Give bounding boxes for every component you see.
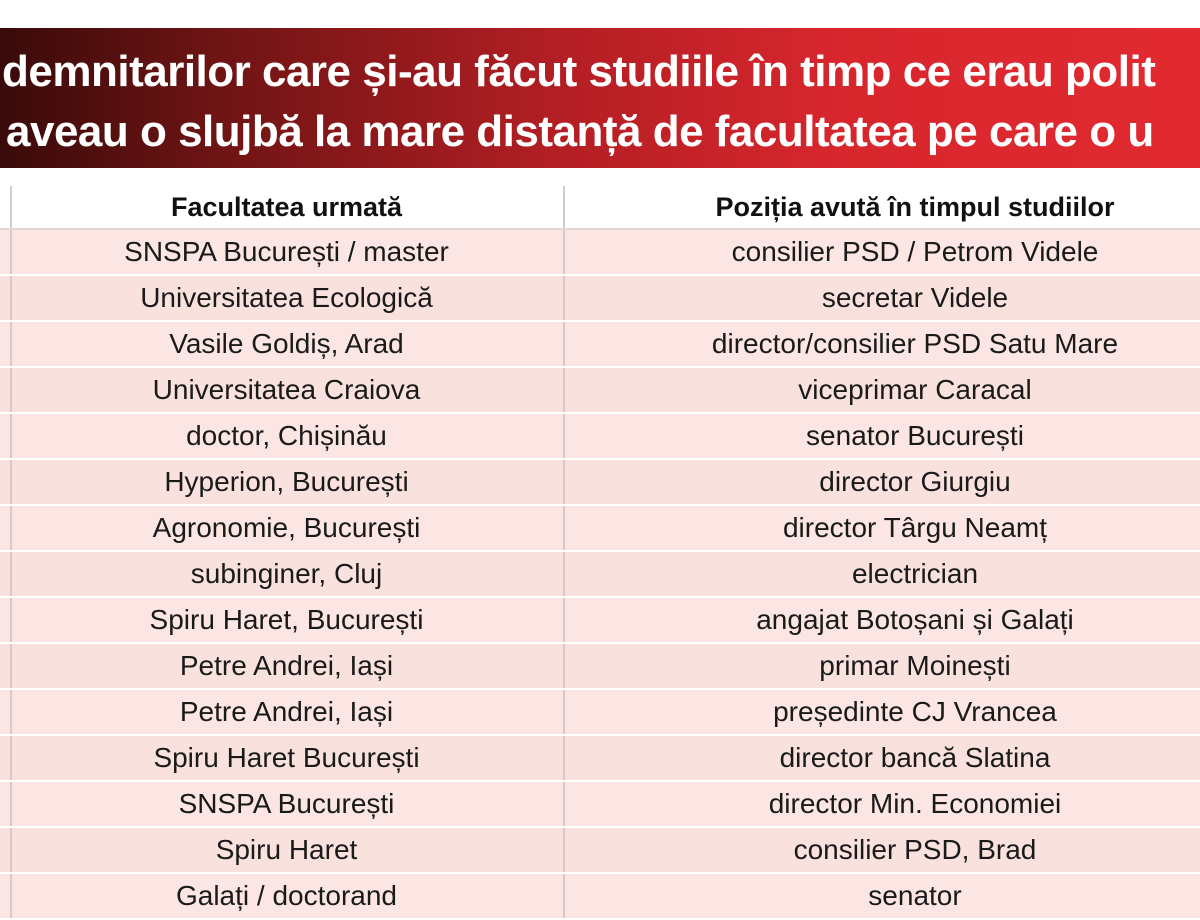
- table-row: [0, 276, 1200, 322]
- position-cell: președinte CJ Vrancea: [773, 696, 1057, 727]
- faculty-cell: Universitatea Ecologică: [10, 276, 565, 320]
- position-cell: primar Moinești: [819, 650, 1011, 681]
- position-cell: viceprimar Caracal: [798, 374, 1032, 405]
- table-row: [0, 460, 1200, 506]
- faculty-cell: Hyperion, București: [10, 460, 565, 504]
- table-header-row: [0, 186, 1200, 230]
- table-row: [0, 368, 1200, 414]
- faculty-cell: Spiru Haret București: [10, 736, 565, 780]
- data-table: [0, 186, 1200, 920]
- position-cell: senator: [868, 880, 962, 911]
- faculty-cell: SNSPA București / master: [10, 230, 565, 274]
- faculty-cell: Petre Andrei, Iași: [10, 690, 565, 734]
- table-row: [0, 506, 1200, 552]
- faculty-cell: Agronomie, București: [10, 506, 565, 550]
- table-row: [0, 828, 1200, 874]
- faculty-cell: subinginer, Cluj: [10, 552, 565, 596]
- table-row: [0, 874, 1200, 920]
- position-cell: secretar Videle: [821, 282, 1009, 313]
- table-row: [0, 552, 1200, 598]
- position-cell: senator București: [806, 420, 1024, 451]
- faculty-cell: Galați / doctorand: [10, 874, 565, 918]
- faculty-cell: Universitatea Craiova: [10, 368, 565, 412]
- faculty-cell: Petre Andrei, Iași: [10, 644, 565, 688]
- table-row: [0, 230, 1200, 276]
- faculty-cell: Spiru Haret: [10, 828, 565, 872]
- position-cell: director Târgu Neamț: [782, 512, 1048, 543]
- position-cell: consilier PSD / Petrom Videle: [731, 236, 1099, 267]
- position-cell: electrician: [851, 558, 979, 589]
- table-row: [0, 644, 1200, 690]
- table-row: [0, 598, 1200, 644]
- position-cell: director bancă Slatina: [779, 742, 1051, 773]
- position-cell: director Min. Economiei: [768, 788, 1062, 819]
- table-body: [0, 230, 1200, 920]
- faculty-cell: SNSPA București: [10, 782, 565, 826]
- position-cell: angajat Botoșani și Galați: [756, 604, 1074, 635]
- table-row: [0, 414, 1200, 460]
- table-row: [0, 322, 1200, 368]
- table-row: [0, 736, 1200, 782]
- banner-title-line-2: aveau o slujbă la mare distanță de facultatea pe care o u: [6, 107, 1154, 156]
- faculty-cell: Spiru Haret, București: [10, 598, 565, 642]
- header-faculty: Facultatea urmată: [10, 186, 565, 228]
- title-banner: [0, 28, 1200, 168]
- faculty-cell: doctor, Chișinău: [10, 414, 565, 458]
- position-cell: director Giurgiu: [819, 466, 1011, 497]
- position-cell: director/consilier PSD Satu Mare: [711, 328, 1119, 359]
- header-position: Poziția avută în timpul studiilor: [715, 191, 1115, 222]
- table-row: [0, 690, 1200, 736]
- position-cell: consilier PSD, Brad: [793, 834, 1037, 865]
- banner-title-line-1: demnitarilor care și-au făcut studiile în timp ce erau polit: [2, 47, 1156, 96]
- faculty-cell: Vasile Goldiș, Arad: [10, 322, 565, 366]
- table-row: [0, 782, 1200, 828]
